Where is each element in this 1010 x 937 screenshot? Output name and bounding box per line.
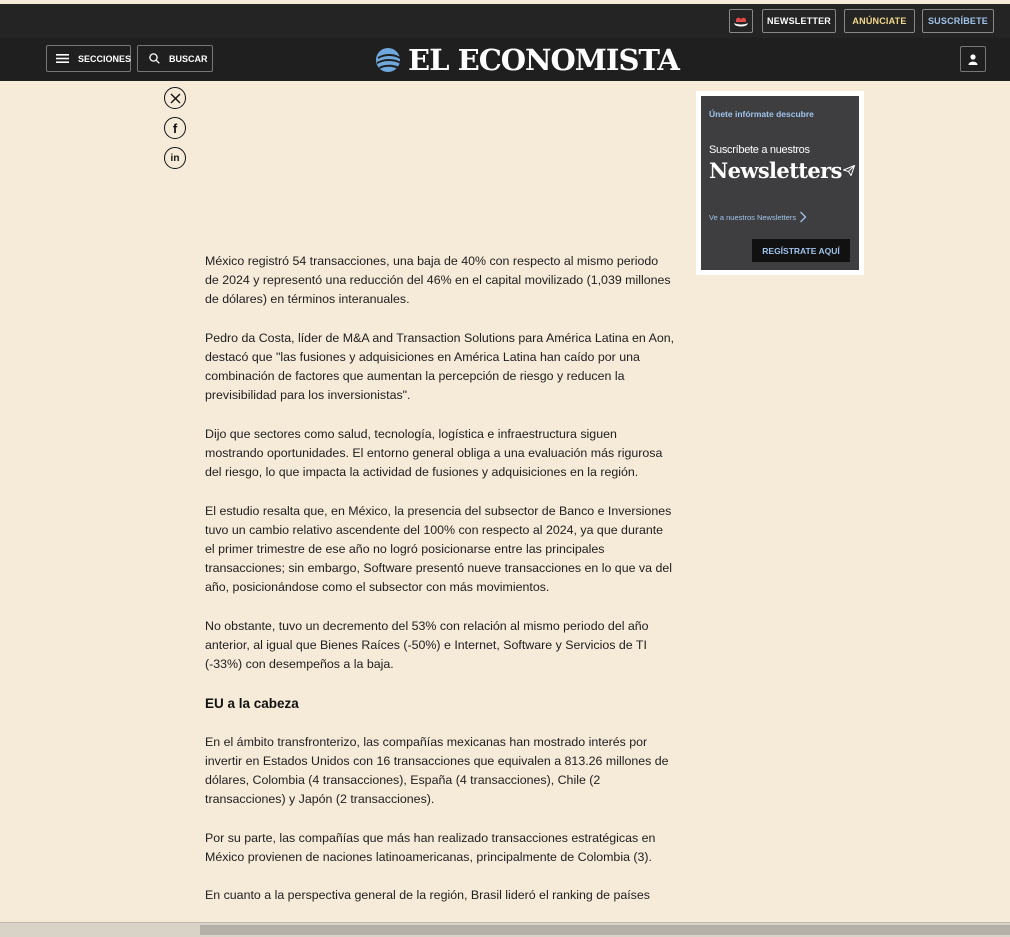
share-x-button[interactable] xyxy=(164,87,186,109)
article-body xyxy=(205,252,675,925)
chevron-right-icon xyxy=(799,211,807,223)
newsletter-promo[interactable] xyxy=(696,91,864,275)
globe-logo-icon xyxy=(374,46,402,74)
sections-menu-button[interactable] xyxy=(46,45,131,72)
promo-link[interactable] xyxy=(709,211,807,223)
promo-subtitle: Suscríbete a nuestros xyxy=(709,144,810,156)
newsletter-promo-panel xyxy=(701,96,859,270)
linkedin-icon: in xyxy=(170,152,180,164)
promo-link-text: Ve a nuestros Newsletters xyxy=(709,212,797,222)
search-button[interactable] xyxy=(137,45,213,72)
advertise-button[interactable]: ANÚNCIATE xyxy=(844,9,915,33)
register-button[interactable]: REGÍSTRATE AQUÍ xyxy=(752,239,850,262)
article-subheading: EU a la cabeza xyxy=(205,695,299,711)
article-paragraph: México registró 54 transacciones, una baja de 40% con respecto al mismo periodo de 2024 y representó una reducción del 46% en el capital movilizado (1,039 millones de dólares) en términos interanuales. xyxy=(205,254,671,307)
article-paragraph: Pedro da Costa, líder de M&A and Transaction Solutions para América Latina en Aon, destacó que "las fusiones y adquisiciones en América Latina han caído por una combinación de factores que aumentan la percepción de riesgo y reducen la previsibilidad para los inversionistas". xyxy=(205,330,675,403)
share-facebook-button[interactable] xyxy=(164,117,186,139)
x-icon xyxy=(170,93,181,104)
promo-title xyxy=(709,158,855,183)
scrollbar-thumb[interactable] xyxy=(200,925,1010,935)
article-paragraph: El estudio resalta que, en México, la presencia del subsector de Banco e Inversiones tuvo un cambio relativo ascendente del 100% con respecto al 2024, ya que durante el primer trimestre de ese año no logró posicionarse entre las principales transacciones; sin embargo, Software presentó nueve transacciones en lo que va del año, posicionándose como el subsector con más movimientos. xyxy=(205,503,672,595)
main-header xyxy=(0,38,1010,81)
subscribe-button[interactable]: SUSCRÍBETE xyxy=(922,9,994,33)
share-linkedin-button[interactable] xyxy=(164,147,186,169)
article-paragraph: En cuanto a la perspectiva general de la región, Brasil lideró el ranking de países xyxy=(205,888,650,903)
gift-icon xyxy=(733,14,749,28)
gift-button[interactable] xyxy=(729,9,753,33)
facebook-icon: f xyxy=(172,120,178,136)
site-logo[interactable] xyxy=(374,41,679,79)
search-icon xyxy=(149,53,160,64)
user-account-button[interactable] xyxy=(960,46,986,72)
article-paragraph: En el ámbito transfronterizo, las compañías mexicanas han mostrado interés por invertir en Estados Unidos con 16 transacciones que equivalen a 813.26 millones de dólares, Colombia (4 transacciones), España (4 transacciones), Chile (2 transacciones) y Japón (2 transacciones). xyxy=(205,734,669,807)
utility-bar xyxy=(0,4,1010,38)
user-icon xyxy=(968,54,978,65)
horizontal-scrollbar[interactable] xyxy=(0,922,1010,937)
newsletter-button[interactable]: NEWSLETTER xyxy=(762,9,836,33)
search-label: BUSCAR xyxy=(169,53,208,64)
sections-label: SECCIONES xyxy=(78,53,132,64)
promo-title-text: Newsletters xyxy=(709,158,842,183)
article-paragraph: Por su parte, las compañías que más han realizado transacciones estratégicas en México provienen de naciones latinoamericanas, principalmente de Colombia (3). xyxy=(205,830,656,864)
promo-tagline: Únete infórmate descubre xyxy=(709,109,814,119)
hamburger-menu-icon xyxy=(56,54,69,63)
paper-plane-icon xyxy=(843,165,855,176)
article-paragraph: No obstante, tuvo un decremento del 53% con relación al mismo periodo del año anterior, al igual que Bienes Raíces (-50%) e Internet, Software y Servicios de TI (-33%) con desempeños a la baja. xyxy=(205,618,649,672)
article-paragraph: Dijo que sectores como salud, tecnología, logística e infraestructura siguen mostrando oportunidades. El entorno general obliga a una evaluación más rigurosa del riesgo, lo que impacta la actividad de fusiones y adquisiciones en la región. xyxy=(205,426,663,480)
site-logo-text: EL ECONOMISTA xyxy=(408,43,679,77)
